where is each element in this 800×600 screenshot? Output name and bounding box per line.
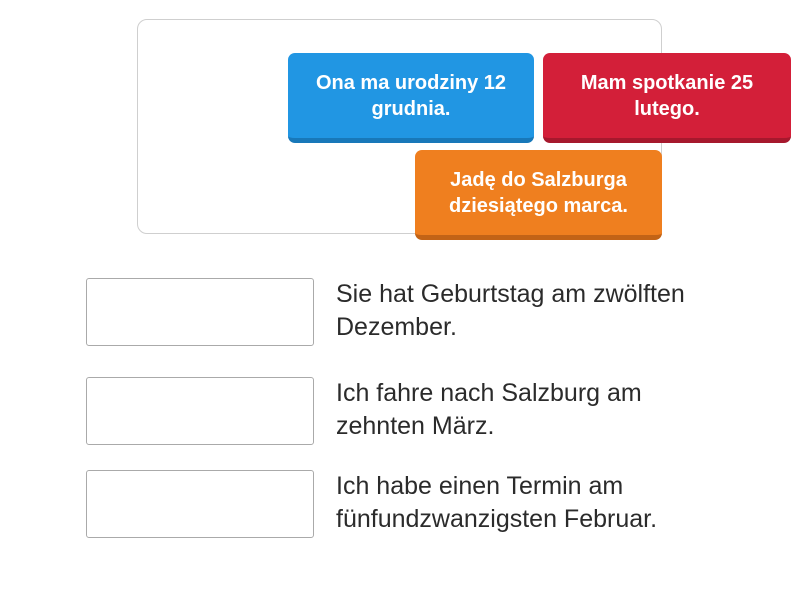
answer-text-3: Ich habe einen Termin am fünfundzwanzigsten Februar. [336,472,658,533]
answer-row [86,278,696,346]
drop-slot-1[interactable] [86,278,314,346]
draggable-tile-orange[interactable]: Jadę do Salzburga dziesiątego marca. [415,150,662,240]
answer-row [86,377,696,445]
answer-row [86,470,696,538]
drop-slot-3[interactable] [86,470,314,538]
draggable-tile-red[interactable]: Mam spotkanie 25 lutego. [543,53,791,143]
answer-text-2: Ich fahre nach Salzburg am zehnten März. [336,379,642,440]
answer-text-1: Sie hat Geburtstag am zwölften Dezember. [336,280,685,341]
drop-slot-2[interactable] [86,377,314,445]
tile-pool [137,19,754,234]
draggable-tile-blue[interactable]: Ona ma urodziny 12 grudnia. [288,53,534,143]
